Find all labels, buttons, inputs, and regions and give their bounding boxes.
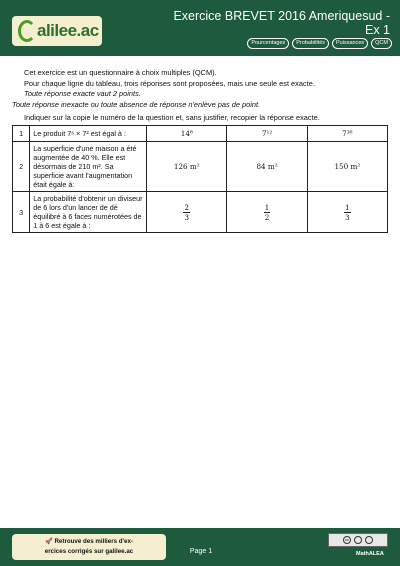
fraction-numerator: 1: [345, 202, 350, 212]
question-text: La superficie d'une maison a été augmentée de 40 %. Elle est désormais de 210 m². Sa superficie avant l'augmentation était égale à:: [30, 142, 147, 192]
answer-cell: 150 m²: [307, 142, 387, 192]
fraction-denominator: 3: [184, 212, 190, 222]
answer-cell: 7³⁶: [307, 126, 387, 142]
tag-list: [247, 38, 392, 49]
table-row: [13, 126, 388, 142]
fraction: [183, 203, 190, 222]
instructions: [12, 68, 392, 124]
logo-text: alilee.ac: [37, 21, 99, 40]
promo-link[interactable]: [12, 534, 166, 560]
tag-puissances[interactable]: Puissances: [332, 38, 368, 49]
answer-cell: 84 m²: [227, 142, 307, 192]
fraction: [344, 203, 351, 222]
tag-qcm[interactable]: QCM: [371, 38, 392, 49]
fraction-denominator: 2: [264, 212, 270, 222]
rocket-icon: 🚀: [45, 538, 53, 545]
instruction-line: Cet exercice est un questionnaire à choix multiples (QCM).: [24, 68, 217, 77]
attribution-icon: [354, 536, 362, 544]
instruction-line: Indiquer sur la copie le numéro de la question et, sans justifier, recopier la réponse exacte.: [24, 113, 320, 122]
answer-cell: 126 m²: [147, 142, 227, 192]
fraction-numerator: 1: [264, 202, 270, 212]
fraction-denominator: 3: [345, 212, 350, 222]
answer-cell: [147, 192, 227, 233]
share-alike-icon: [365, 536, 373, 544]
answer-cell: [307, 192, 387, 233]
question-text: La probabilité d'obtenir un diviseur de 6 lors d'un lancer de dé équilibré à 6 faces numérotées de 1 à 6 est égale à :: [30, 192, 147, 233]
question-number: 2: [13, 142, 30, 192]
promo-line: Retrouve des milliers d'ex-: [54, 538, 133, 545]
page-number: Page 1: [189, 548, 213, 555]
exercise-title: Exercice BREVET 2016 Ameriquesud - Ex 1: [173, 9, 390, 37]
table-row: [13, 142, 388, 192]
fraction-numerator: 2: [184, 202, 190, 212]
instruction-line: Pour chaque ligne du tableau, trois réponses sont proposées, mais une seule est exacte.: [24, 78, 315, 88]
brand-label: MathALEA: [356, 551, 384, 557]
license-badge[interactable]: [328, 533, 388, 547]
instruction-line: Toute réponse inexacte ou toute absence de réponse n'enlève pas de point.: [12, 99, 261, 109]
answer-cell: 7¹²: [227, 126, 307, 142]
header-bar: [0, 0, 400, 56]
instruction-line: Toute réponse exacte vaut 2 points.: [24, 89, 141, 98]
fraction: [264, 203, 271, 222]
question-number: 3: [13, 192, 30, 233]
promo-line: ercices corrigés sur galilee.ac: [44, 548, 134, 555]
table-row: [13, 192, 388, 233]
answer-cell: 14⁸: [147, 126, 227, 142]
tag-pourcentages[interactable]: Pourcentages: [247, 38, 289, 49]
question-number: 1: [13, 126, 30, 142]
tag-probabilites[interactable]: Probabilités: [292, 38, 329, 49]
answer-cell: [227, 192, 307, 233]
galilee-logo[interactable]: [12, 16, 102, 46]
question-text: Le produit 7⁶ × 7² est égal à :: [30, 126, 147, 142]
galilee-logo-icon: [18, 20, 36, 42]
creative-commons-icon: cc: [345, 537, 349, 542]
qcm-table: [12, 125, 388, 233]
